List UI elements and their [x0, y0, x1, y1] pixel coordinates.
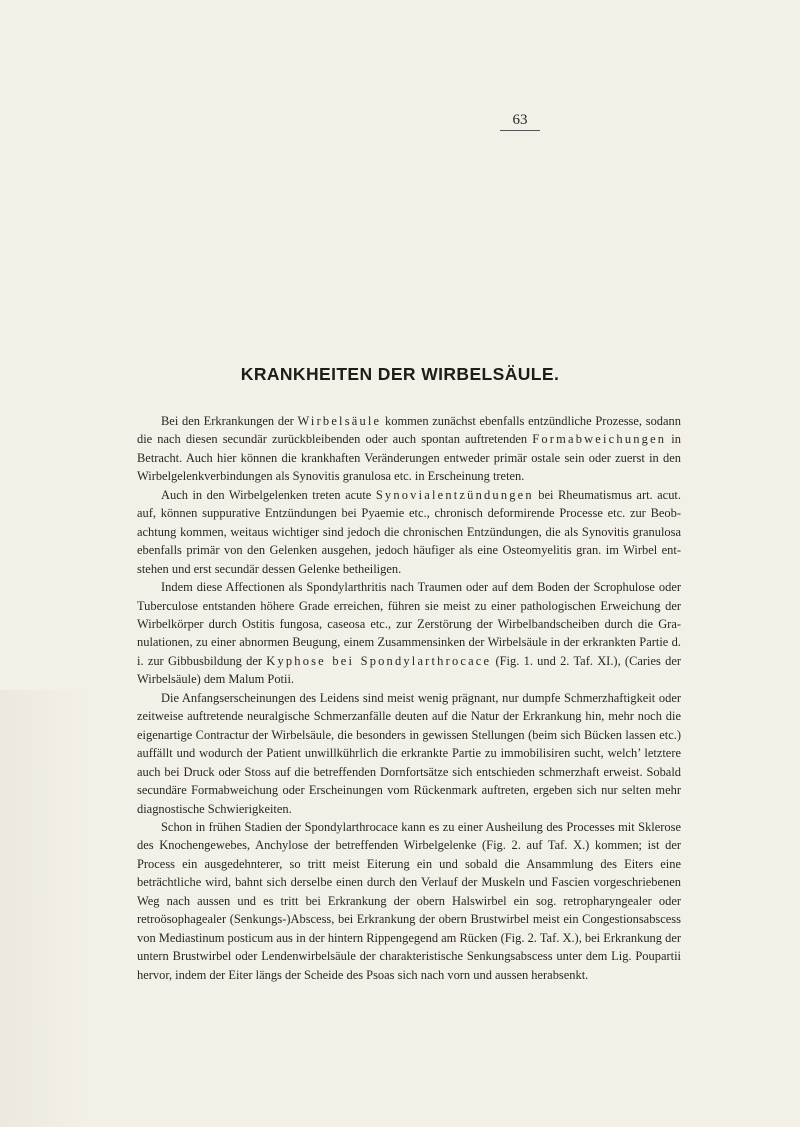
emphasis-term: Wirbelsäule: [297, 414, 382, 428]
text-run: bei Rheumatismus art. acut. auf, können suppurative Entzündungen bei Pyaemie etc., chronisch deformirende Processe etc. zur Beobachtung kommen, weitaus wichtiger sind jedoch die chronischen Entzündungen, die als Synovitis granulosa ebenfalls primär von den Gelenken ausgehen, jedoch häufiger als eine Osteomyelitis gran. im Wirbel entstehen und erst secundär dessen Gelenke betheiligen.: [137, 487, 681, 576]
paragraph: [137, 578, 681, 689]
text-run: Bei den Erkrankungen der: [161, 414, 298, 428]
emphasis-term: Kyphose bei Spondylarthrocace: [266, 653, 492, 668]
text-run: (Fig. 1. und 2. Taf. XI.), (Caries der Wirbelsäule) dem Malum Potii.: [137, 653, 681, 687]
paragraph: [137, 486, 681, 578]
paragraph: [137, 689, 681, 818]
body-text: [137, 412, 681, 984]
paragraph: [137, 412, 681, 486]
emphasis-term: Formabweichungen: [532, 432, 667, 447]
page-number: 63: [500, 112, 540, 131]
text-run: Schon in frühen Stadien der Spondylarthrocace kann es zu einer Ausheilung des Processes mit Sklerose des Knochengewebes, Anchylose der betreffenden Wirbelgelenke (Fig. 2. auf Taf. X.) kommen; ist der Process ein ausgedehnterer, so tritt meist Eiterung ein und sobald die Ansammlung des Eiters eine beträchtliche wird, bahnt sich derselbe einen durch den Verlauf der Muskeln und Fascien vorgeschriebenen Weg nach aussen und es tritt bei Erkrankung der obern Halswirbel ein sog. retropharyngealer oder retroösophagealer (Senkungs-)Abscess, bei Erkrankung der obern Brustwirbel meist ein Congestionsabscess von Mediastinum posticum aus in der hintern Rippengegend am Rücken (Fig. 2. Taf. X.), bei Erkrankung der untern Brustwirbel oder Lendenwirbelsäule der charakteristische Senkungsabscess unter dem Lig. Poupartii hervor, indem der Eiter längs der Scheide des Psoas sich nach vorn und aussen herabsenkt.: [137, 819, 681, 982]
paragraph: [137, 818, 681, 984]
chapter-heading: KRANKHEITEN DER WIRBELSÄULE.: [240, 364, 560, 384]
emphasis-term: Synovialentzündungen: [375, 487, 534, 502]
page-edge-shading: [0, 690, 90, 1127]
text-run: kommen zunächst ebenfalls entzündliche Prozesse, sodann die nach diesen secundär zurückbleibenden oder auch spontan auftretenden: [137, 414, 681, 447]
text-run: in Betracht. Auch hier können die krankhaften Veränderungen entweder primär ostale sein oder zuerst in den Wirbelgelenkverbindungen als Synovitis granulosa etc. in Erscheinung treten.: [137, 432, 681, 484]
text-run: Indem diese Affectionen als Spondylarthritis nach Traumen oder auf dem Boden der Scrophulose oder Tuberculose entstanden höhere Grade erreichen, führen sie meist zu einer pathologischen Erweichung der Wirbelkörper durch Ostitis fungosa, caseosa etc., zur Zerstörung der Wirbelbandscheiben durch die Granulationen, zu einer abnormen Beugung, einem Zusammensinken der Wirbelsäule in der erkrankten Partie d. i. zur Gibbusbildung der: [137, 580, 681, 668]
text-run: Auch in den Wirbelgelenken treten acute: [161, 487, 376, 502]
text-run: Die Anfangserscheinungen des Leidens sind meist wenig prägnant, nur dumpfe Schmerzhaftigkeit oder zeitweise auftretende neuralgische Schmerzanfälle deuten auf die Natur der Erkrankung hin, mehr noch die eigenartige Contractur der Wirbelsäule, die besonders in gewissen Stellungen (beim sich Bücken lassen etc.) auffällt und wodurch der Patient unwillkührlich die erkrankte Partie zu immobilisiren sucht, welch’ letztere auch bei Druck oder Stoss auf die betreffenden Dornfortsätze sich entschieden schmerzhaft erweist. Sobald secundäre Formabweichung oder Erscheinungen vom Rückenmark auftreten, ergeben sich nur selten mehr diagnostische Schwierigkeiten.: [137, 690, 681, 816]
